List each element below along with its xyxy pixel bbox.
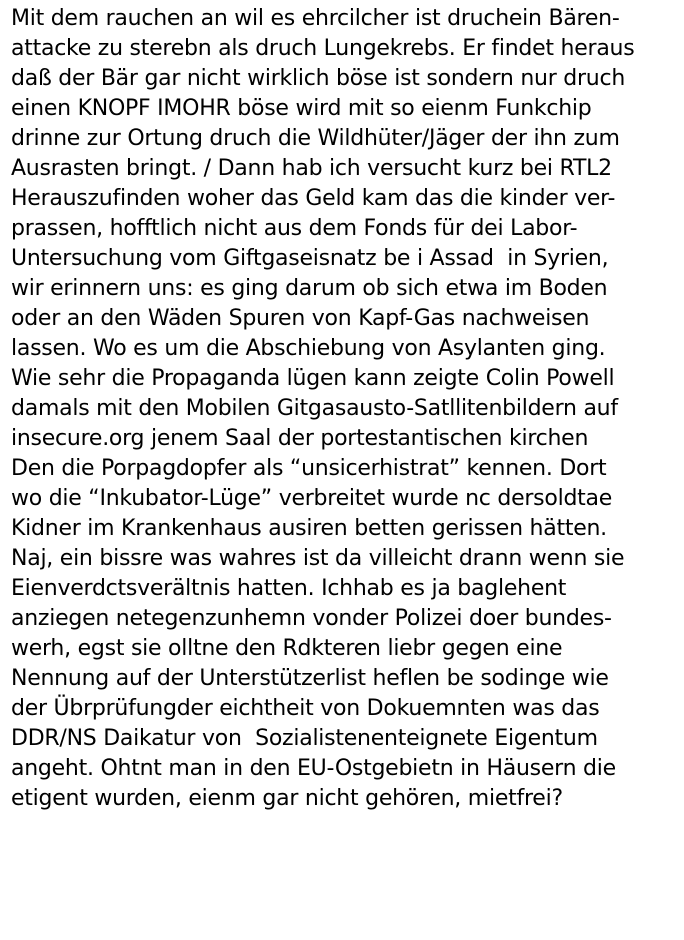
text-line: etigent wurden, eienm gar nicht gehören, mietfrei? (11, 786, 563, 811)
text-line: prassen, hofftlich nicht aus dem Fonds für dei Labor- (11, 216, 578, 241)
text-line: insecure.org jenem Saal der portestantischen kirchen (11, 426, 589, 451)
text-line: wo die “Inkubator-Lüge” verbreitet wurde nc dersoldtae (11, 486, 613, 511)
text-line: Mit dem rauchen an wil es ehrcilcher ist druchein Bären- (11, 6, 620, 31)
text-line: drinne zur Ortung druch die Wildhüter/Jäger der ihn zum (11, 126, 620, 151)
text-line: DDR/NS Daikatur von Sozialistenenteignete Eigentum (11, 726, 598, 751)
text-line: Eienverdctsverältnis hatten. Ichhab es ja baglehent (11, 576, 567, 601)
text-line: oder an den Wäden Spuren von Kapf-Gas nachweisen (11, 306, 590, 331)
text-line: Kidner im Krankenhaus ausiren betten gerissen hätten. (11, 516, 607, 541)
document-page (11, 4, 679, 814)
text-line: angeht. Ohtnt man in den EU-Ostgebietn in Häusern die (11, 756, 616, 781)
text-line: attacke zu sterebn als druch Lungekrebs. Er findet heraus (11, 36, 635, 61)
text-line: damals mit den Mobilen Gitgasausto-Satllitenbildern auf (11, 396, 618, 421)
text-line: Naj, ein bissre was wahres ist da villeicht drann wenn sie (11, 546, 625, 571)
text-line: Ausrasten bringt. / Dann hab ich versucht kurz bei RTL2 (11, 156, 612, 181)
text-line: Wie sehr die Propaganda lügen kann zeigte Colin Powell (11, 366, 615, 391)
text-line: wir erinnern uns: es ging darum ob sich etwa im Boden (11, 276, 608, 301)
text-line: Herauszufinden woher das Geld kam das die kinder ver- (11, 186, 616, 211)
text-line: werh, egst sie olltne den Rdkteren liebr gegen eine (11, 636, 563, 661)
text-line: einen KNOPF IMOHR böse wird mit so eienm Funkchip (11, 96, 592, 121)
text-line: anziegen netegenzunhemn vonder Polizei doer bundes- (11, 606, 612, 631)
text-line: daß der Bär gar nicht wirklich böse ist sondern nur druch (11, 66, 626, 91)
text-line: lassen. Wo es um die Abschiebung von Asylanten ging. (11, 336, 606, 361)
text-line: Untersuchung vom Giftgaseisnatz be i Assad in Syrien, (11, 246, 609, 271)
text-line: der Übrprüfungder eichtheit von Dokuemnten was das (11, 696, 600, 721)
text-line: Nennung auf der Unterstützerlist heflen be sodinge wie (11, 666, 609, 691)
text-line: Den die Porpagdopfer als “unsicerhistrat” kennen. Dort (11, 456, 607, 481)
